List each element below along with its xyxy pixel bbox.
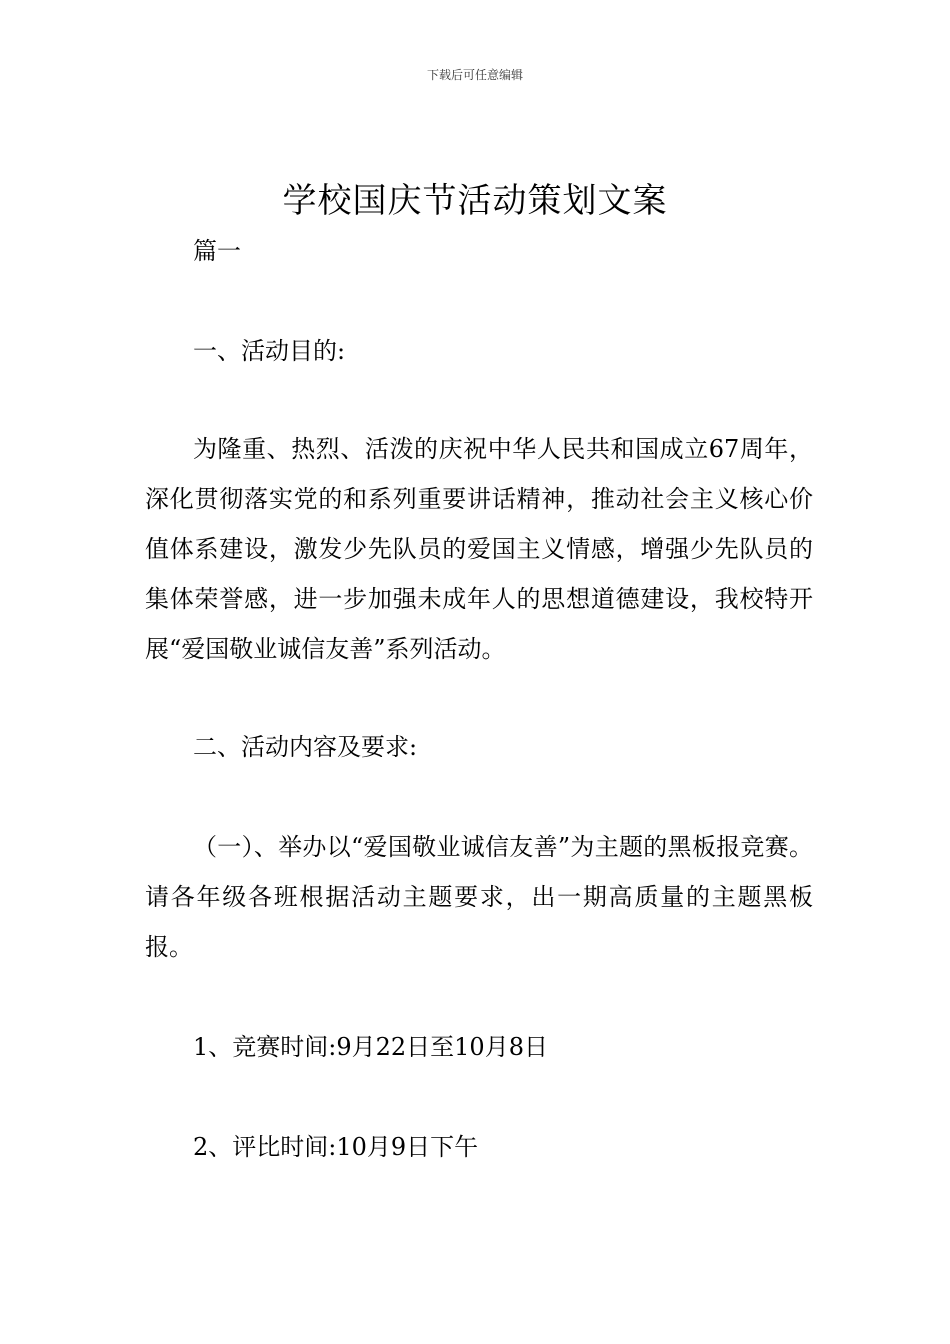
paragraph-blackboard-contest: （一）、举办以“爱国敬业诚信友善”为主题的黑板报竞赛。请各年级各班根据活动主题要求，出一期高质量的主题黑板报。 xyxy=(145,833,813,961)
list-item-judging-time: 2、评比时间:10月9日下午 xyxy=(193,1133,479,1161)
list-item-contest-time: 1、竞赛时间:9月22日至10月8日 xyxy=(193,1033,548,1061)
heading-activity-purpose: 一、活动目的: xyxy=(193,337,346,365)
document-title: 学校国庆节活动策划文案 xyxy=(282,181,668,221)
paragraph-activity-purpose: 为隆重、热烈、活泼的庆祝中华人民共和国成立67周年，深化贯彻落实党的和系列重要讲话精神，推动社会主义核心价值体系建设，激发少先队员的爱国主义情感，增强少先队员的集体荣誉感，进一步加强未成年人的思想道德建设，我校特开展“爱国敬业诚信友善”系列活动。 xyxy=(145,435,813,663)
section-label: 篇一 xyxy=(193,237,241,265)
heading-activity-content: 二、活动内容及要求: xyxy=(193,733,418,761)
header-note: 下载后可任意编辑 xyxy=(426,68,523,82)
